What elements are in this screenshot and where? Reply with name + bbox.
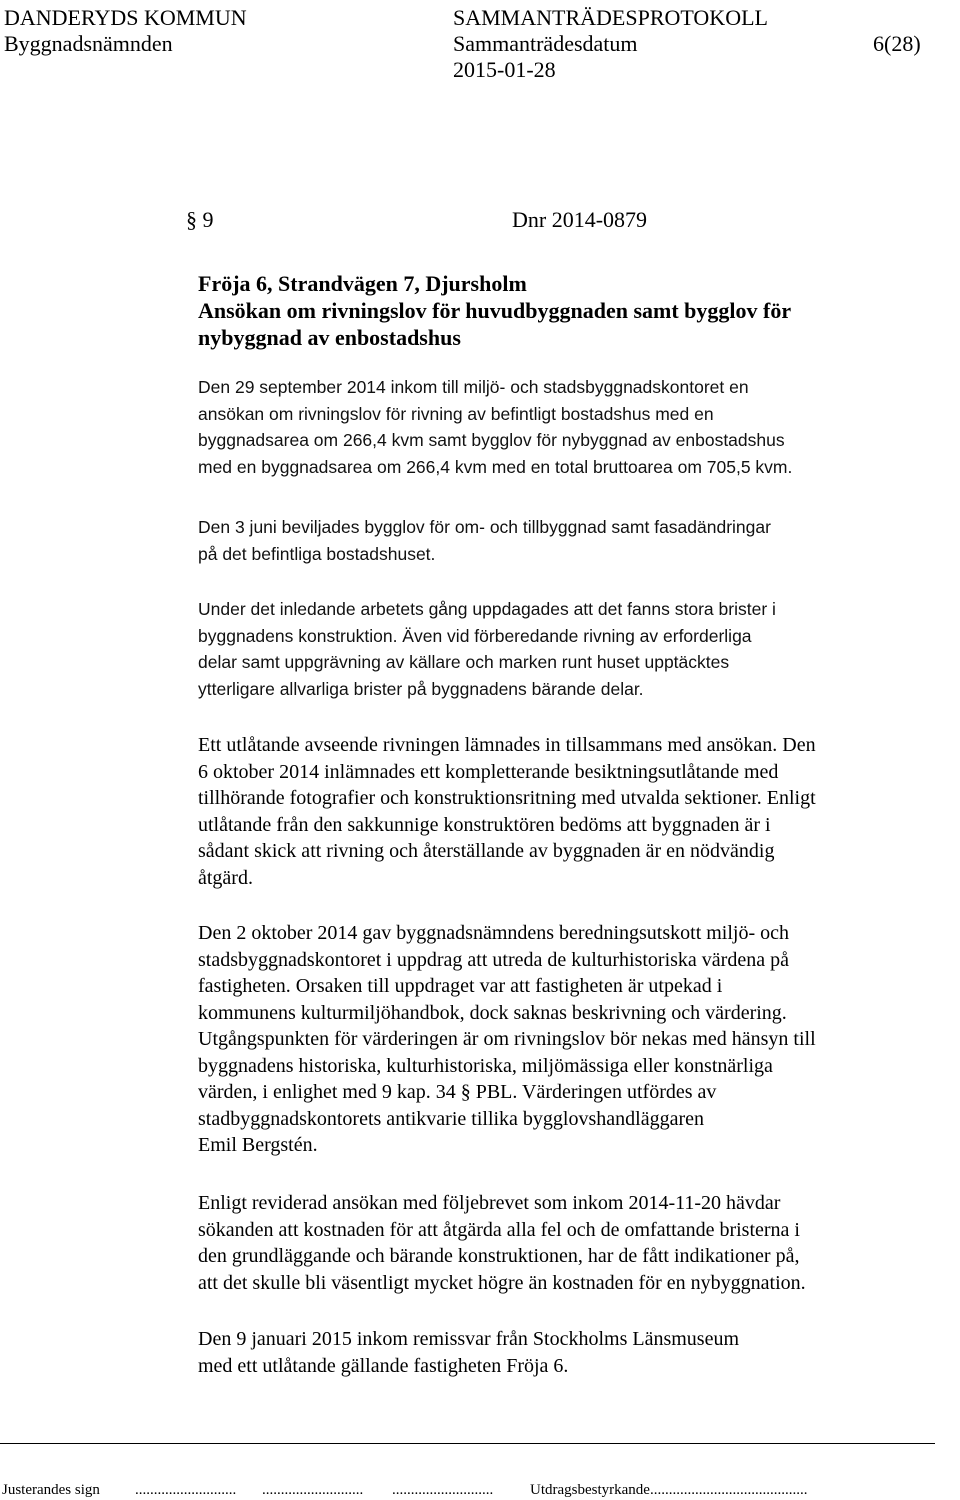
committee-name: Byggnadsnämnden (4, 31, 173, 56)
paragraph-building-permit: Den 3 juni beviljades bygglov för om- och tillbyggnad samt fasadändringar på det befintliga bostadshuset. (198, 517, 771, 564)
paragraph-application: Den 29 september 2014 inkom till miljö- och stadsbyggnadskontoret en ansökan om rivningslov för rivning av befintligt bostadshus med en byggnadsarea om 266,4 kvm samt bygglov för nybyggnad av enbostadshus med en byggnadsarea om 266,4 kvm med en total bruttoarea om 705,5 kvm. (198, 377, 793, 477)
paragraph-cultural-value: Den 2 oktober 2014 gav byggnadsnämndens beredningsutskott miljö- och stadsbyggnadskontoret i uppdrag att utreda de kulturhistoriska värdena på fastigheten. Orsaken till uppdraget var att fastigheten är utpekad i kommunens kulturmiljöhandbok, dock saknas beskrivning och värdering. Utgångspunkten för värderingen är om rivningslov bör nekas med hänsyn till byggnadens historiska, kulturhistoriska, miljömässiga eller konstnärliga värden, i enlighet med 9 kap. 34 § PBL. Värderingen utfördes av stadbyggnadskontorets antikvarie tillika bygglovshandläggaren Emil Bergstén. (198, 922, 816, 1156)
paragraph-statement: Ett utlåtande avseende rivningen lämnades in tillsammans med ansökan. Den 6 oktober 2014 inlämnades ett kompletterande besiktningsutlåtande med tillhörande fotografier och konstruktionsritning med utvalda sektioner. Enligt utlåtande från den sakkunnige konstruktören bedöms att byggnaden är i sådant skick att rivning och återställande av byggnaden är en nödvändig åtgärd. (198, 734, 816, 889)
section-heading (186, 206, 648, 234)
municipality-name: DANDERYDS KOMMUN (4, 5, 247, 30)
application-title-cont: nybyggnad av enbostadshus (198, 325, 461, 350)
signature-line-2: ........................... (262, 1482, 364, 1498)
signature-line-1: ........................... (135, 1482, 237, 1498)
paragraph-referral: Den 9 januari 2015 inkom remissvar från Stockholms Länsmuseum med ett utlåtande gällande fastigheten Fröja 6. (198, 1328, 740, 1377)
paragraph-revised-application: Enligt reviderad ansökan med följebrevet som inkom 2014-11-20 hävdar sökanden att kostnaden för att åtgärda alla fel och de omfattande bristerna i den grundläggande och bärande konstruktionen, har de fått indikationer på, att det skulle bli väsentligt mycket högre än kostnaden för en nybyggnation. (198, 1192, 806, 1294)
signature-line-3: ........................... (392, 1482, 494, 1498)
page-number: 6(28) (873, 31, 921, 56)
meeting-date-label: Sammanträdesdatum (453, 31, 638, 56)
application-title: Ansökan om rivningslov för huvudbyggnaden samt bygglov för (198, 298, 792, 323)
section-number: § 9 (186, 207, 214, 232)
extract-certification-label: Utdragsbestyrkande.......................................... (530, 1482, 808, 1498)
adjuster-sign-label: Justerandes sign (2, 1482, 100, 1498)
footer-divider (0, 1443, 935, 1444)
case-title-block (198, 270, 918, 351)
diary-number: Dnr 2014-0879 (512, 207, 648, 232)
paragraph-defects: Under det inledande arbetets gång uppdagades att det fanns stora brister i byggnadens konstruktion. Även vid förberedande rivning av erforderliga delar samt uppgrävning av källare och marken runt huset upptäcktes ytterligare allvarliga brister på byggnadens bärande delar. (198, 599, 776, 699)
property-title: Fröja 6, Strandvägen 7, Djursholm (198, 271, 527, 296)
document-type: SAMMANTRÄDESPROTOKOLL (453, 5, 768, 30)
meeting-date: 2015-01-28 (453, 57, 556, 82)
